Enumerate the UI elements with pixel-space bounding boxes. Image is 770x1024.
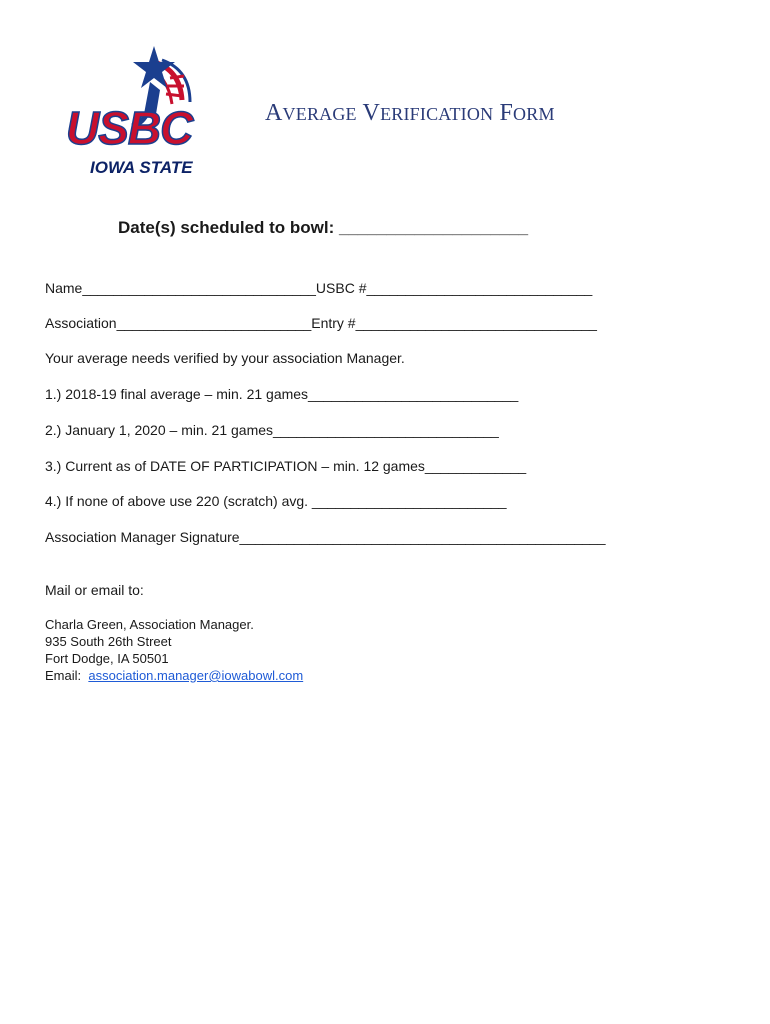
- average-option-4-field[interactable]: 4.) If none of above use 220 (scratch) avg. _________________________: [45, 493, 507, 509]
- name-usbc-field[interactable]: Name______________________________USBC #_____________________________: [45, 280, 593, 296]
- title-word-rest: ERIFICATION: [380, 104, 494, 124]
- average-option-2-field[interactable]: 2.) January 1, 2020 – min. 21 games_____________________________: [45, 422, 499, 438]
- usbc-iowa-state-logo: [62, 42, 240, 184]
- form-title: [265, 100, 555, 127]
- city-state-zip: Fort Dodge, IA 50501: [45, 651, 169, 666]
- average-option-3-field[interactable]: 3.) Current as of DATE OF PARTICIPATION – min. 12 games_____________: [45, 458, 527, 474]
- title-word-rest: ORM: [513, 104, 555, 124]
- instructions-text: Your average needs verified by your association Manager.: [45, 350, 405, 366]
- street-address: 935 South 26th Street: [45, 634, 172, 649]
- mailing-address: [45, 616, 303, 684]
- email-label: Email:: [45, 668, 82, 683]
- email-link[interactable]: association.manager@iowabowl.com: [88, 668, 304, 683]
- signature-field[interactable]: Association Manager Signature_______________________________________________: [45, 529, 606, 545]
- average-option-1-field[interactable]: 1.) 2018-19 final average – min. 21 games___________________________: [45, 386, 519, 402]
- title-initial: A: [265, 100, 283, 126]
- mail-heading: Mail or email to:: [45, 582, 144, 598]
- logo-text-graphic: [62, 42, 240, 184]
- logo-brand-text: USBC: [66, 102, 193, 154]
- logo-sub-text: IOWA STATE: [90, 158, 193, 177]
- dates-scheduled-field[interactable]: Date(s) scheduled to bowl: ____________________: [118, 218, 529, 237]
- title-word-rest: VERAGE: [282, 104, 357, 124]
- contact-name: Charla Green, Association Manager.: [45, 617, 254, 632]
- email-line: [45, 667, 303, 684]
- title-initial: F: [499, 100, 514, 126]
- title-initial: V: [362, 100, 381, 126]
- association-entry-field[interactable]: Association_________________________Entry #_______________________________: [45, 315, 597, 331]
